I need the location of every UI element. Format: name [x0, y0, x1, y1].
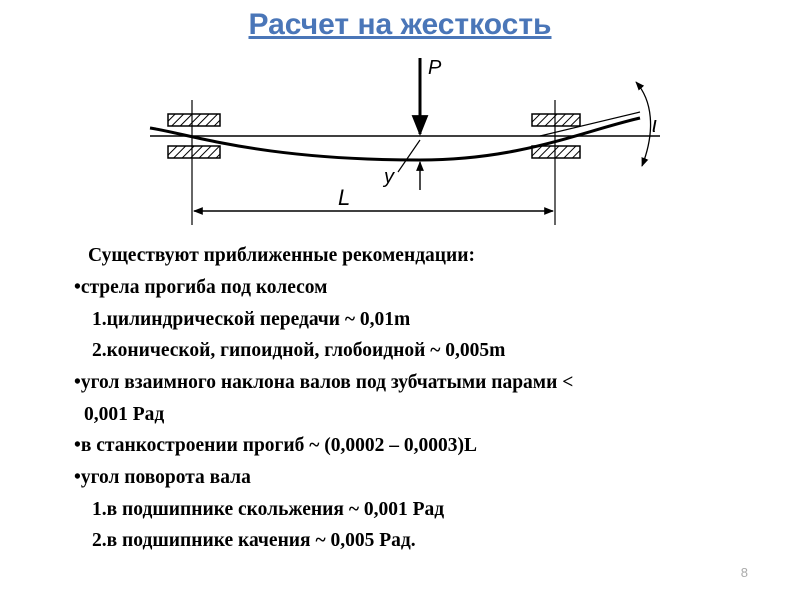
angle-label: ι	[652, 112, 657, 137]
item-plain-bearing: 1.в подшипнике скольжения ~ 0,001 Рад	[92, 499, 445, 520]
slide-title: Расчет на жесткость	[248, 8, 552, 41]
beam-deflection-diagram	[0, 0, 800, 235]
load-label: P	[428, 57, 442, 79]
item-conical-gear: 2.конической, гипоидной, глобоидной ~ 0,005m	[92, 340, 506, 361]
bullet-rotation-angle: •угол поворота вала	[74, 467, 251, 488]
item-cylindrical-gear: 1.цилиндрической передачи ~ 0,01m	[92, 309, 411, 330]
deflection-label: y	[384, 166, 394, 188]
bullet-deflection: •стрела прогиба под колесом	[74, 277, 328, 298]
intro-line: Существуют приближенные рекомендации:	[88, 245, 476, 266]
bullet-shaft-tilt-cont: 0,001 Рад	[84, 404, 165, 425]
item-rolling-bearing: 2.в подшипнике качения ~ 0,005 Рад.	[92, 530, 416, 551]
page-number: 8	[740, 565, 748, 580]
bullet-shaft-tilt: •угол взаимного наклона валов под зубчатыми парами <	[74, 372, 574, 393]
deflection-leader	[398, 140, 420, 172]
length-label: L	[338, 185, 351, 210]
rotation-angle-arc	[636, 82, 651, 166]
bullet-machine-tool: •в станкостроении прогиб ~ (0,0002 – 0,0003)L	[74, 435, 478, 456]
